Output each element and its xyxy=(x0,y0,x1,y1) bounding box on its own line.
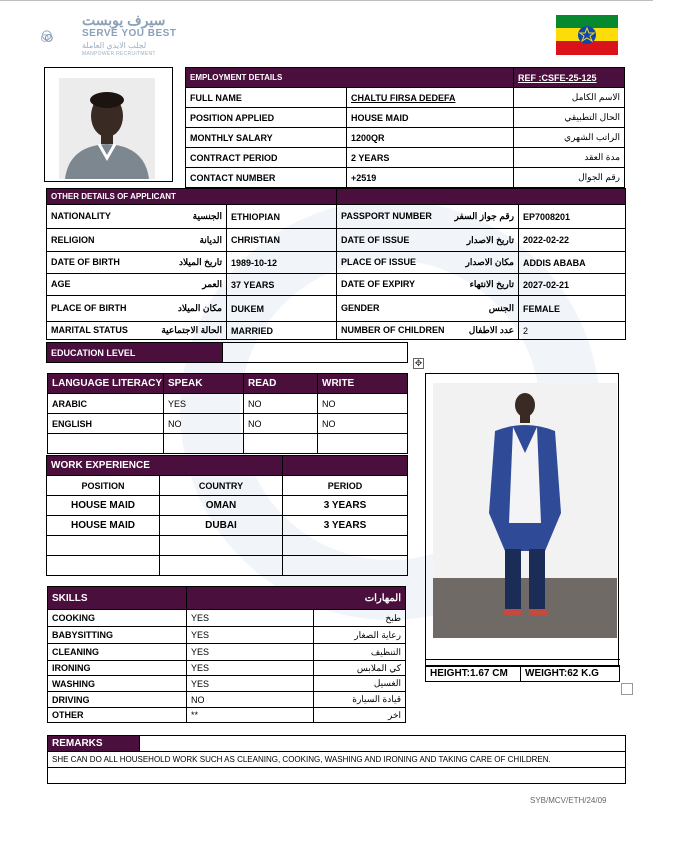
skill-arabic: طبخ xyxy=(314,610,406,627)
skill-arabic: رعاية الصغار xyxy=(314,627,406,644)
gender-value: FEMALE xyxy=(519,296,626,322)
applicant-portrait-frame xyxy=(44,67,173,182)
work-col-country: COUNTRY xyxy=(160,476,283,496)
work-country: OMAN xyxy=(160,496,283,516)
language-speak: NO xyxy=(164,414,244,434)
skill-name: WASHING xyxy=(48,676,187,692)
other-details-header: OTHER DETAILS OF APPLICANT xyxy=(47,189,337,205)
nationality-value: ETHIOPIAN xyxy=(227,205,337,229)
contact-arabic: رقم الجوال xyxy=(514,168,625,188)
position-arabic: الحال التطبيقي xyxy=(514,108,625,128)
skill-name: IRONING xyxy=(48,661,187,676)
work-header-right xyxy=(283,456,408,476)
skill-arabic: قيادة السيارة xyxy=(314,692,406,708)
company-logo-icon xyxy=(40,14,84,60)
language-write: NO xyxy=(318,394,408,414)
logo-arabic: سيرف يوبست xyxy=(82,12,166,28)
work-position xyxy=(47,536,160,556)
full-name-value: CHALTU FIRSA DEDEFA xyxy=(347,88,514,108)
work-period xyxy=(283,536,408,556)
language-read: NO xyxy=(244,394,318,414)
ethiopia-flag-icon xyxy=(556,15,618,55)
skill-name: OTHER xyxy=(48,708,187,723)
education-table xyxy=(46,342,408,363)
skill-name: DRIVING xyxy=(48,692,187,708)
education-label: EDUCATION LEVEL xyxy=(47,343,223,363)
gender-label: GENDER الجنس xyxy=(337,296,519,322)
language-speak: YES xyxy=(164,394,244,414)
work-header: WORK EXPERIENCE xyxy=(47,456,283,476)
language-table xyxy=(47,373,408,454)
employment-details-table xyxy=(185,67,625,188)
employment-header: EMPLOYMENT DETAILS xyxy=(186,68,514,88)
work-period xyxy=(283,556,408,576)
nationality-label: NATIONALITY الجنسية xyxy=(47,205,227,229)
work-experience-table xyxy=(46,455,408,576)
salary-value: 1200QR xyxy=(347,128,514,148)
applicant-full-body-photo xyxy=(433,383,617,638)
work-period: 3 YEARS xyxy=(283,516,408,536)
skill-arabic: الغسيل xyxy=(314,676,406,692)
work-col-period: PERIOD xyxy=(283,476,408,496)
skill-value: YES xyxy=(187,676,314,692)
skill-value: NO xyxy=(187,692,314,708)
remarks-table xyxy=(47,735,626,784)
work-country xyxy=(160,556,283,576)
children-value: 2 xyxy=(519,322,626,340)
skills-header: SKILLS xyxy=(48,587,187,610)
issue-date-label: DATE OF ISSUE تاريخ الاصدار xyxy=(337,229,519,252)
remarks-header-blank xyxy=(140,736,626,752)
contract-value: 2 YEARS xyxy=(347,148,514,168)
marital-value: MARRIED xyxy=(227,322,337,340)
work-country xyxy=(160,536,283,556)
language-read: NO xyxy=(244,414,318,434)
top-rule xyxy=(0,0,653,1)
language-header-read: READ xyxy=(244,374,318,394)
skills-header-arabic: المهارات xyxy=(187,587,406,610)
skill-name: CLEANING xyxy=(48,644,187,661)
religion-value: CHRISTIAN xyxy=(227,229,337,252)
position-value: HOUSE MAID xyxy=(347,108,514,128)
issue-date-value: 2022-02-22 xyxy=(519,229,626,252)
measurements-table xyxy=(425,665,620,682)
work-period: 3 YEARS xyxy=(283,496,408,516)
dob-value: 1989-10-12 xyxy=(227,252,337,274)
passport-label: PASSPORT NUMBER رقم جواز السفر xyxy=(337,205,519,229)
full-name-arabic: الاسم الكامل xyxy=(514,88,625,108)
skill-value: YES xyxy=(187,627,314,644)
skill-name: COOKING xyxy=(48,610,187,627)
other-details-header-right xyxy=(337,189,626,205)
dob-label: DATE OF BIRTH تاريخ الميلاد xyxy=(47,252,227,274)
skill-value: ** xyxy=(187,708,314,723)
other-details-table xyxy=(46,188,626,340)
full-body-person-icon xyxy=(433,383,617,638)
resize-handle[interactable] xyxy=(621,683,633,695)
document-code: SYB/MCV/ETH/24/09 xyxy=(530,796,607,805)
contract-arabic: مدة العقد xyxy=(514,148,625,168)
applicant-portrait xyxy=(59,78,155,179)
language-name: ARABIC xyxy=(48,394,164,414)
language-header-literacy: LANGUAGE LITERACY xyxy=(48,374,164,394)
work-col-position: POSITION xyxy=(47,476,160,496)
issue-place-value: ADDIS ABABA xyxy=(519,252,626,274)
skill-value: YES xyxy=(187,661,314,676)
language-header-speak: SPEAK xyxy=(164,374,244,394)
education-value xyxy=(223,343,408,363)
logo-sub-arabic: لجلب الايدي العاملة xyxy=(82,41,147,50)
language-name: ENGLISH xyxy=(48,414,164,434)
language-write xyxy=(318,434,408,454)
full-name-label: FULL NAME xyxy=(186,88,347,108)
contract-label: CONTRACT PERIOD xyxy=(186,148,347,168)
height-value: HEIGHT:1.67 CM xyxy=(426,666,521,682)
remarks-header: REMARKS xyxy=(48,736,140,752)
skill-name: BABYSITTING xyxy=(48,627,187,644)
religion-label: RELIGION الديانة xyxy=(47,229,227,252)
expiry-label: DATE OF EXPIRY تاريخ الانتهاء xyxy=(337,274,519,296)
logo-sub-english: MANPOWER RECRUITMENT xyxy=(82,51,156,57)
skill-value: YES xyxy=(187,644,314,661)
expiry-value: 2027-02-21 xyxy=(519,274,626,296)
language-header-write: WRITE xyxy=(318,374,408,394)
work-position: HOUSE MAID xyxy=(47,496,160,516)
passport-value: EP7008201 xyxy=(519,205,626,229)
work-position: HOUSE MAID xyxy=(47,516,160,536)
issue-place-label: PLACE OF ISSUE مكان الاصدار xyxy=(337,252,519,274)
position-label: POSITION APPLIED xyxy=(186,108,347,128)
marital-label: MARITAL STATUS الحالة الاجتماعية xyxy=(47,322,227,340)
move-handle-icon[interactable]: ✥ xyxy=(414,358,423,368)
contact-value: +2519 xyxy=(347,168,514,188)
language-name xyxy=(48,434,164,454)
children-label: NUMBER OF CHILDREN عدد الاطفال xyxy=(337,322,519,340)
weight-value: WEIGHT:62 K.G xyxy=(521,666,620,682)
language-read xyxy=(244,434,318,454)
logo-english: SERVE YOU BEST xyxy=(82,28,177,39)
skill-arabic: كي الملابس xyxy=(314,661,406,676)
age-value: 37 YEARS xyxy=(227,274,337,296)
remarks-text: SHE CAN DO ALL HOUSEHOLD WORK SUCH AS CLEANING, COOKING, WASHING AND IRONING AND TAKING CARE OF CHILDREN. xyxy=(48,752,626,768)
language-speak xyxy=(164,434,244,454)
reference-number: REF :CSFE-25-125 xyxy=(514,68,625,88)
applicant-full-body-frame xyxy=(425,373,619,667)
portrait-person-icon xyxy=(59,78,155,179)
skill-arabic: اخر xyxy=(314,708,406,723)
work-country: DUBAI xyxy=(160,516,283,536)
birthplace-value: DUKEM xyxy=(227,296,337,322)
skills-table xyxy=(47,586,406,723)
skill-arabic: التنظيف xyxy=(314,644,406,661)
age-label: AGE العمر xyxy=(47,274,227,296)
language-write: NO xyxy=(318,414,408,434)
remarks-blank-row xyxy=(48,768,626,784)
contact-label: CONTACT NUMBER xyxy=(186,168,347,188)
birthplace-label: PLACE OF BIRTH مكان الميلاد xyxy=(47,296,227,322)
work-position xyxy=(47,556,160,576)
salary-arabic: الراتب الشهري xyxy=(514,128,625,148)
salary-label: MONTHLY SALARY xyxy=(186,128,347,148)
skill-value: YES xyxy=(187,610,314,627)
